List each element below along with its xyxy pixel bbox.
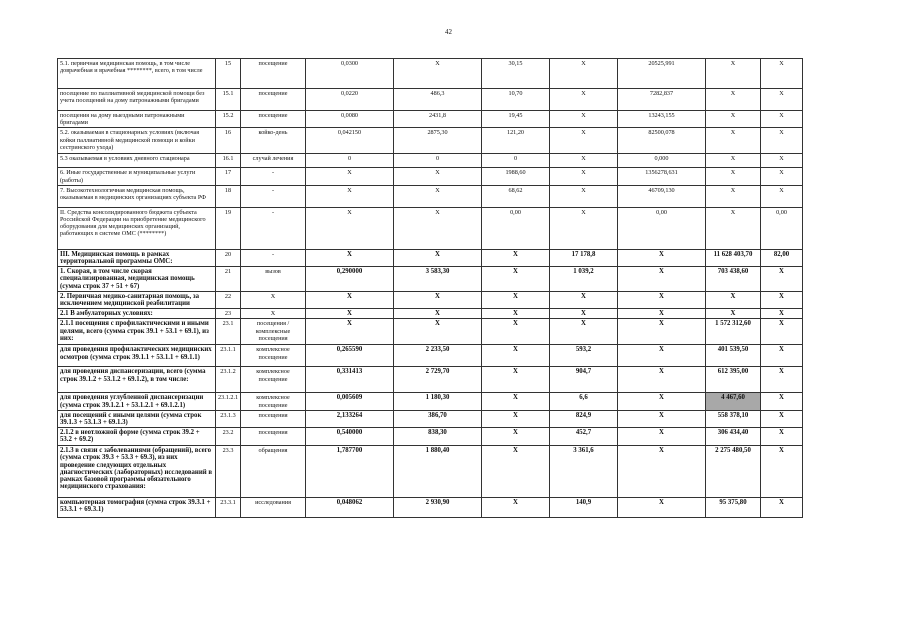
cell-per-capita-budget: 68,62	[482, 185, 550, 207]
cell-sum-budget: 0,00	[618, 207, 706, 249]
cell-row-name: 5.2. оказываемая в стационарных условиях (включая койки паллиативной медицинской помощи и койки сестринского ухода)	[58, 128, 216, 154]
cell-sum-oms: X	[706, 168, 761, 185]
cell-sum-budget: X	[618, 367, 706, 393]
cell-percent: X	[761, 128, 803, 154]
cell-per-capita-oms: X	[550, 168, 618, 185]
cell-per-capita-oms: 904,7	[550, 367, 618, 393]
cell-percent: X	[761, 111, 803, 128]
cell-unit: комплексное посещение	[241, 393, 306, 410]
cell-per-capita-oms: X	[550, 154, 618, 168]
cell-norm-cost: X	[394, 309, 482, 319]
cell-per-capita-budget: 10,70	[482, 89, 550, 111]
cell-row-code: 23.1.1	[216, 345, 241, 367]
cell-row-name: компьютерная томография (сумма строк 39.3.1 + 53.3.1 + 69.3.1)	[58, 498, 216, 518]
cell-per-capita-budget: X	[482, 291, 550, 308]
cell-sum-oms: 95 375,80	[706, 498, 761, 518]
table-row	[58, 393, 803, 410]
cell-norm-cost: X	[394, 59, 482, 89]
cell-sum-budget: 7282,837	[618, 89, 706, 111]
cell-norm-cost: X	[394, 185, 482, 207]
cell-per-capita-budget: X	[482, 267, 550, 292]
cell-sum-budget: 1356278,631	[618, 168, 706, 185]
cell-row-code: 23	[216, 309, 241, 319]
cell-row-name: посещения на дому выездными патронажными бригадами	[58, 111, 216, 128]
cell-row-name: 2. Первичная медико-санитарная помощь, за исключением медицинской реабилитации	[58, 291, 216, 308]
cell-row-code: 15	[216, 59, 241, 89]
cell-row-name: II. Средства консолидированного бюджета субъекта Российской Федерации на приобретение медицинского оборудования для медицинских организаций, работающих в системе ОМС (********)	[58, 207, 216, 249]
cell-row-name: III. Медицинская помощь в рамках территориальной программы ОМС:	[58, 249, 216, 266]
cell-per-capita-budget: X	[482, 249, 550, 266]
cell-norm-volume: 2,133264	[306, 410, 394, 427]
cell-per-capita-oms: X	[550, 207, 618, 249]
cell-unit: посещения	[241, 410, 306, 427]
cell-per-capita-budget: 0	[482, 154, 550, 168]
cell-sum-budget: 20525,991	[618, 59, 706, 89]
financing-table	[57, 58, 803, 518]
cell-per-capita-oms: X	[550, 185, 618, 207]
cell-per-capita-budget: X	[482, 309, 550, 319]
cell-percent: X	[761, 446, 803, 498]
cell-sum-oms: X	[706, 309, 761, 319]
cell-norm-volume: 0,0300	[306, 59, 394, 89]
cell-unit: посещение	[241, 111, 306, 128]
cell-row-code: 16	[216, 128, 241, 154]
cell-sum-oms: X	[706, 154, 761, 168]
table-row	[58, 291, 803, 308]
cell-norm-volume: 0,540000	[306, 428, 394, 446]
cell-percent: X	[761, 498, 803, 518]
cell-row-code: 23.1.2	[216, 367, 241, 393]
cell-unit: обращения	[241, 446, 306, 498]
cell-sum-oms: X	[706, 207, 761, 249]
cell-row-code: 23.3.1	[216, 498, 241, 518]
cell-norm-cost: 2 233,50	[394, 345, 482, 367]
cell-norm-volume: 0,042150	[306, 128, 394, 154]
cell-row-name: для проведения профилактических медицинских осмотров (сумма строк 39.1.1 + 53.1.1 + 69.1.1)	[58, 345, 216, 367]
cell-row-code: 23.1.3	[216, 410, 241, 427]
cell-per-capita-oms: X	[550, 319, 618, 345]
cell-row-code: 23.2	[216, 428, 241, 446]
cell-row-code: 21	[216, 267, 241, 292]
table-row	[58, 207, 803, 249]
cell-sum-oms: 11 628 403,70	[706, 249, 761, 266]
cell-percent: X	[761, 291, 803, 308]
cell-unit: -	[241, 185, 306, 207]
cell-per-capita-oms: 140,9	[550, 498, 618, 518]
cell-sum-budget: 13243,155	[618, 111, 706, 128]
cell-row-code: 15.1	[216, 89, 241, 111]
table-row	[58, 309, 803, 319]
cell-per-capita-budget: 0,00	[482, 207, 550, 249]
cell-per-capita-budget: X	[482, 345, 550, 367]
cell-sum-budget: 82500,078	[618, 128, 706, 154]
cell-per-capita-budget: X	[482, 446, 550, 498]
cell-norm-volume: 0,290000	[306, 267, 394, 292]
cell-norm-volume: X	[306, 319, 394, 345]
cell-row-code: 15.2	[216, 111, 241, 128]
cell-row-name: 2.1.2 в неотложной форме (сумма строк 39.2 + 53.2 + 69.2)	[58, 428, 216, 446]
cell-percent: X	[761, 309, 803, 319]
cell-unit: койко-день	[241, 128, 306, 154]
cell-sum-budget: X	[618, 319, 706, 345]
cell-norm-volume: 1,787700	[306, 446, 394, 498]
cell-per-capita-budget: 30,15	[482, 59, 550, 89]
table-row	[58, 111, 803, 128]
cell-per-capita-budget: 121,20	[482, 128, 550, 154]
cell-per-capita-oms: 17 178,8	[550, 249, 618, 266]
cell-row-code: 19	[216, 207, 241, 249]
cell-percent: X	[761, 168, 803, 185]
cell-unit: вызов	[241, 267, 306, 292]
cell-sum-oms: 2 275 480,50	[706, 446, 761, 498]
cell-norm-cost: 0	[394, 154, 482, 168]
cell-unit: исследования	[241, 498, 306, 518]
table-row	[58, 128, 803, 154]
cell-percent: 0,00	[761, 207, 803, 249]
table-row	[58, 89, 803, 111]
cell-sum-oms: X	[706, 59, 761, 89]
cell-row-name: для проведения диспансеризации, всего (сумма строк 39.1.2 + 53.1.2 + 69.1.2), в том числе:	[58, 367, 216, 393]
cell-per-capita-budget: X	[482, 498, 550, 518]
cell-row-name: посещение по паллиативной медицинской помощи без учета посещений на дому патронажными бригадами	[58, 89, 216, 111]
page-number: 42	[445, 28, 452, 36]
cell-sum-budget: 46709,130	[618, 185, 706, 207]
cell-sum-budget: X	[618, 267, 706, 292]
cell-row-name: 2.1.1 посещения с профилактическими и иными целями, всего (сумма строк 39.1 + 53.1 + 69.1), из них:	[58, 319, 216, 345]
cell-per-capita-budget: X	[482, 410, 550, 427]
cell-row-name: 5.3 оказываемая в условиях дневного стационара	[58, 154, 216, 168]
cell-norm-volume: 0,331413	[306, 367, 394, 393]
cell-sum-oms: X	[706, 185, 761, 207]
cell-norm-cost: X	[394, 207, 482, 249]
cell-row-code: 23.1.2.1	[216, 393, 241, 410]
cell-row-code: 22	[216, 291, 241, 308]
cell-unit: X	[241, 291, 306, 308]
cell-row-code: 17	[216, 168, 241, 185]
cell-norm-cost: 386,70	[394, 410, 482, 427]
table-row	[58, 367, 803, 393]
cell-percent: X	[761, 345, 803, 367]
cell-row-name: 7. Высокотехнологичная медицинская помощь, оказываемая в медицинских организациях субъекта РФ	[58, 185, 216, 207]
cell-percent: X	[761, 154, 803, 168]
cell-sum-oms: 558 378,10	[706, 410, 761, 427]
cell-percent: X	[761, 393, 803, 410]
cell-row-name: 6. Иные государственные и муниципальные услуги (работы)	[58, 168, 216, 185]
table-row	[58, 185, 803, 207]
cell-per-capita-oms: X	[550, 128, 618, 154]
cell-row-name: 1. Скорая, в том числе скорая специализированная, медицинская помощь (сумма строк 37 + 51 + 67)	[58, 267, 216, 292]
cell-sum-oms: X	[706, 128, 761, 154]
cell-percent: X	[761, 319, 803, 345]
cell-per-capita-budget: X	[482, 319, 550, 345]
cell-norm-cost: 2 930,90	[394, 498, 482, 518]
cell-norm-volume: X	[306, 249, 394, 266]
cell-norm-cost: 1 180,30	[394, 393, 482, 410]
cell-norm-cost: 2875,30	[394, 128, 482, 154]
cell-sum-oms: X	[706, 291, 761, 308]
cell-unit: случай лечения	[241, 154, 306, 168]
cell-unit: -	[241, 249, 306, 266]
cell-unit: посещения	[241, 428, 306, 446]
cell-sum-budget: X	[618, 291, 706, 308]
table-row	[58, 345, 803, 367]
cell-per-capita-oms: X	[550, 291, 618, 308]
cell-sum-budget: X	[618, 345, 706, 367]
cell-percent: X	[761, 89, 803, 111]
cell-norm-volume: X	[306, 291, 394, 308]
cell-sum-budget: X	[618, 446, 706, 498]
cell-norm-volume: X	[306, 168, 394, 185]
table-row	[58, 319, 803, 345]
cell-per-capita-oms: X	[550, 111, 618, 128]
cell-sum-budget: X	[618, 498, 706, 518]
cell-row-code: 20	[216, 249, 241, 266]
cell-unit: комплексное посещение	[241, 367, 306, 393]
cell-sum-budget: X	[618, 393, 706, 410]
cell-per-capita-oms: 452,7	[550, 428, 618, 446]
table-row	[58, 428, 803, 446]
cell-percent: X	[761, 428, 803, 446]
table-row	[58, 168, 803, 185]
cell-unit: -	[241, 168, 306, 185]
cell-per-capita-oms: 593,2	[550, 345, 618, 367]
cell-sum-oms: 4 467,60	[706, 393, 761, 410]
cell-per-capita-oms: 6,6	[550, 393, 618, 410]
cell-row-name: для проведения углубленной диспансеризации (сумма строк 39.1.2.1 + 53.1.2.1 + 69.1.2.1)	[58, 393, 216, 410]
cell-row-code: 23.1	[216, 319, 241, 345]
cell-norm-cost: X	[394, 168, 482, 185]
cell-per-capita-oms: X	[550, 309, 618, 319]
cell-norm-volume: 0,0220	[306, 89, 394, 111]
cell-percent: X	[761, 410, 803, 427]
table-row	[58, 267, 803, 292]
table-row	[58, 154, 803, 168]
cell-sum-budget: X	[618, 309, 706, 319]
cell-per-capita-budget: 1988,60	[482, 168, 550, 185]
cell-sum-oms: 306 434,40	[706, 428, 761, 446]
cell-sum-oms: X	[706, 89, 761, 111]
cell-sum-budget: 0,000	[618, 154, 706, 168]
cell-sum-budget: X	[618, 428, 706, 446]
cell-percent: X	[761, 367, 803, 393]
table-row	[58, 410, 803, 427]
cell-norm-volume: X	[306, 309, 394, 319]
cell-sum-oms: 401 539,50	[706, 345, 761, 367]
cell-row-name: 2.1 В амбулаторных условиях:	[58, 309, 216, 319]
table-row	[58, 446, 803, 498]
cell-norm-volume: 0,005609	[306, 393, 394, 410]
cell-per-capita-oms: X	[550, 59, 618, 89]
cell-row-name: 2.1.3 в связи с заболеваниями (обращений), всего (сумма строк 39.3 + 53.3 + 69.3), из них проведение следующих отдельных диагностических (лабораторных) исследований в рамках базовой программы обязательного медицинского страхования:	[58, 446, 216, 498]
cell-norm-volume: 0,048062	[306, 498, 394, 518]
cell-norm-volume: 0	[306, 154, 394, 168]
cell-per-capita-oms: X	[550, 89, 618, 111]
cell-norm-cost: 486,3	[394, 89, 482, 111]
cell-norm-volume: X	[306, 207, 394, 249]
cell-unit: комплексное посещение	[241, 345, 306, 367]
cell-norm-cost: 3 583,30	[394, 267, 482, 292]
cell-sum-oms: 1 572 312,60	[706, 319, 761, 345]
cell-norm-cost: 1 880,40	[394, 446, 482, 498]
cell-sum-oms: 703 438,60	[706, 267, 761, 292]
cell-norm-cost: X	[394, 319, 482, 345]
cell-unit: -	[241, 207, 306, 249]
cell-per-capita-oms: 824,9	[550, 410, 618, 427]
cell-row-name: для посещений с иными целями (сумма строк 39.1.3 + 53.1.3 + 69.1.3)	[58, 410, 216, 427]
cell-sum-budget: X	[618, 249, 706, 266]
cell-sum-oms: 612 395,00	[706, 367, 761, 393]
cell-unit: X	[241, 309, 306, 319]
cell-row-code: 16.1	[216, 154, 241, 168]
cell-unit: посещения / комплексные посещения	[241, 319, 306, 345]
cell-row-name: 5.1. первичная медицинская помощь, в том числе доврачебная и врачебная ********, всего, в том числе	[58, 59, 216, 89]
cell-norm-cost: 2431,8	[394, 111, 482, 128]
cell-unit: посещение	[241, 59, 306, 89]
table-row	[58, 498, 803, 518]
cell-per-capita-oms: 1 039,2	[550, 267, 618, 292]
cell-sum-oms: X	[706, 111, 761, 128]
cell-row-code: 23.3	[216, 446, 241, 498]
cell-percent: X	[761, 59, 803, 89]
cell-per-capita-budget: X	[482, 367, 550, 393]
table-row	[58, 249, 803, 266]
cell-norm-cost: 2 729,70	[394, 367, 482, 393]
cell-norm-cost: 838,30	[394, 428, 482, 446]
cell-percent: X	[761, 185, 803, 207]
cell-norm-volume: 0,265590	[306, 345, 394, 367]
cell-per-capita-budget: X	[482, 393, 550, 410]
cell-percent: X	[761, 267, 803, 292]
cell-per-capita-budget: X	[482, 428, 550, 446]
cell-per-capita-oms: 3 361,6	[550, 446, 618, 498]
cell-norm-volume: X	[306, 185, 394, 207]
cell-norm-cost: X	[394, 291, 482, 308]
cell-sum-budget: X	[618, 410, 706, 427]
cell-unit: посещение	[241, 89, 306, 111]
cell-norm-cost: X	[394, 249, 482, 266]
cell-row-code: 18	[216, 185, 241, 207]
cell-norm-volume: 0,0080	[306, 111, 394, 128]
cell-percent: 82,00	[761, 249, 803, 266]
table-row	[58, 59, 803, 89]
cell-per-capita-budget: 19,45	[482, 111, 550, 128]
